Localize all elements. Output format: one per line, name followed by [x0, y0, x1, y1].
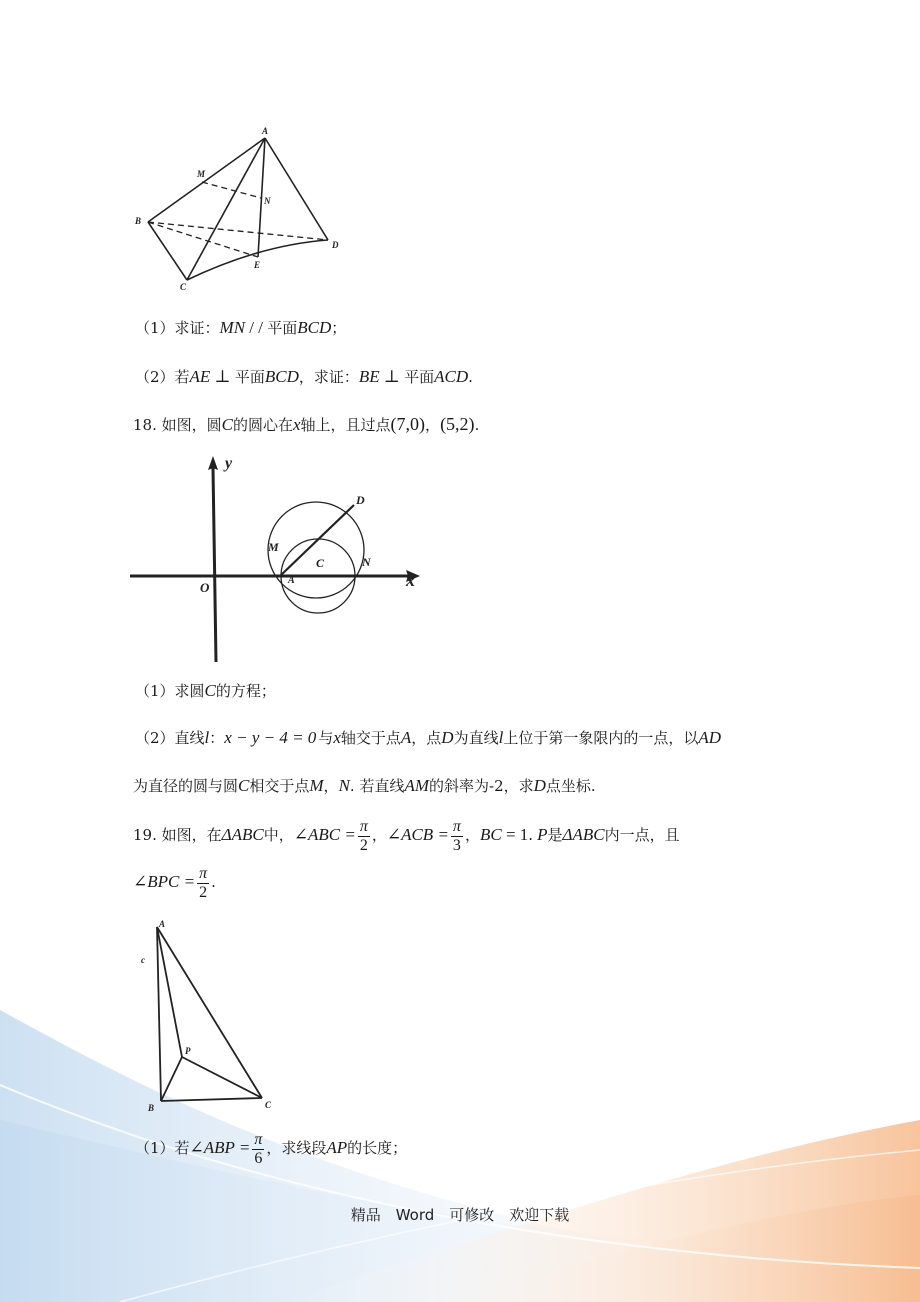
label-n: N: [264, 196, 271, 206]
label-d2: D: [356, 493, 365, 507]
math-x: x: [292, 415, 301, 434]
angle-bpc: ∠BPC =: [133, 872, 196, 891]
label-e: E: [254, 260, 261, 270]
q18-line2-text1: 为直径的圆与圆: [133, 777, 239, 795]
q19-part1-prefix: （1）若: [135, 1139, 190, 1157]
label-b3: B: [148, 1103, 155, 1113]
math-n: N: [338, 776, 350, 795]
math-ap: AP: [326, 1138, 348, 1157]
q18-stem: [133, 412, 860, 437]
frac2-num: π: [452, 817, 461, 835]
q18-part1: [135, 679, 860, 703]
q18-part2-line2: [133, 774, 860, 798]
q18-stem-end: .: [474, 416, 480, 434]
frac1-num: π: [359, 817, 368, 835]
math-bc: BC: [479, 825, 502, 844]
label-n2: N: [362, 555, 371, 569]
q19-stem-text1: 中，: [263, 826, 294, 844]
q17-part1-text: 平面: [267, 319, 298, 337]
math-m: M: [309, 776, 324, 795]
line-equation: x − y − 4 = 0: [224, 728, 317, 747]
math-d-2: D: [533, 776, 546, 795]
bc-value: = 1: [501, 825, 529, 844]
q18-line2-text5: 的斜率为-2，求: [429, 777, 534, 795]
q18-stem-text3: ，: [425, 416, 441, 434]
perp-symbol-2: ⊥: [379, 367, 405, 386]
math-mn: MN: [219, 318, 246, 337]
frac3-den: 2: [199, 883, 208, 901]
math-acd: ACD: [434, 367, 469, 386]
math-d: D: [441, 728, 454, 747]
frac2-den: 3: [452, 836, 461, 854]
q19-stem: [133, 815, 860, 855]
q18-line2-text3: ，: [323, 777, 339, 795]
frac3-num: π: [199, 864, 208, 882]
fraction-pi-over-2: [358, 818, 370, 855]
q18-part2-text4: ，点: [411, 729, 442, 747]
tetrahedron-figure: [130, 120, 350, 295]
frac4-den: 6: [254, 1149, 263, 1167]
math-c-3: C: [238, 776, 250, 795]
label-x: x: [406, 570, 415, 590]
math-a: A: [400, 728, 412, 747]
point-5-2: (5,2): [440, 414, 475, 434]
q17-part2-text2: ，求证：: [298, 368, 359, 386]
parallel-symbol: / /: [245, 318, 268, 337]
q19-stem-prefix: 19. 如图，在: [133, 826, 222, 844]
label-b: B: [135, 216, 142, 226]
math-l: l: [204, 728, 210, 747]
q19-stem-text6: 内一点，且: [604, 826, 680, 844]
q18-part2-text1: ：: [209, 729, 225, 747]
math-p: P: [537, 825, 548, 844]
frac4-num: π: [254, 1130, 263, 1148]
q17-part2-end: .: [468, 368, 473, 386]
label-p: P: [185, 1046, 191, 1056]
q19-line2-end: .: [211, 873, 216, 891]
q17-part1-prefix: （1）求证：: [135, 319, 220, 337]
q19-stem-text2: ，: [371, 826, 387, 844]
q19-stem-text5: 是: [547, 826, 563, 844]
fraction-pi-over-2-b: [197, 865, 209, 902]
math-bcd: BCD: [297, 318, 332, 337]
fraction-pi-over-6: [252, 1131, 264, 1168]
math-am: AM: [404, 776, 429, 795]
label-a3: A: [159, 919, 166, 929]
q17-part2-prefix: （2）若: [135, 368, 190, 386]
label-a2: A: [288, 575, 295, 586]
label-c-small: c: [141, 955, 145, 965]
q18-part2-line1: [135, 726, 860, 750]
q18-stem-text2: 轴上，且过点: [300, 416, 391, 434]
circles-figure: [130, 450, 430, 665]
q18-part1-prefix: （1）求圆: [135, 682, 205, 700]
math-ad: AD: [698, 728, 722, 747]
label-o: O: [200, 580, 210, 595]
math-ae: AE: [189, 367, 211, 386]
q19-part1: [135, 1128, 860, 1168]
q18-part1-text: 的方程；: [215, 682, 276, 700]
label-d: D: [332, 240, 339, 250]
q17-part2-text1: 平面: [234, 368, 265, 386]
q19-stem-text3: ，: [464, 826, 480, 844]
q17-part2: [135, 365, 860, 389]
math-x-2: x: [333, 728, 341, 747]
angle-acb: ∠ACB =: [386, 825, 449, 844]
label-c2: C: [316, 556, 325, 570]
q18-part2-prefix: （2）直线: [135, 729, 205, 747]
math-triangle-abc: ΔABC: [221, 825, 264, 844]
angle-abp: ∠ABP =: [189, 1138, 251, 1157]
q18-line2-text6: 点坐标.: [545, 777, 596, 795]
point-7-0: (7,0): [390, 414, 426, 434]
math-be: BE: [358, 367, 380, 386]
q19-part1-text2: 的长度；: [347, 1139, 408, 1157]
q18-stem-text1: 的圆心在: [232, 416, 293, 434]
q17-part1-end: ；: [331, 319, 347, 337]
fraction-pi-over-3: [451, 818, 463, 855]
math-l-2: l: [498, 728, 504, 747]
label-c: C: [180, 282, 187, 292]
q18-line2-text4: . 若直线: [349, 777, 405, 795]
q17-part1: [135, 316, 860, 340]
q18-part2-text3: 轴交于点: [340, 729, 401, 747]
angle-abc: ∠ABC =: [293, 825, 356, 844]
page-footer: 精品 Word 可修改 欢迎下载: [350, 1206, 570, 1224]
triangle-figure: [135, 915, 285, 1115]
q19-stem-text4: .: [528, 826, 534, 844]
math-bcd-2: BCD: [264, 367, 299, 386]
math-triangle-abc-2: ΔABC: [562, 825, 605, 844]
q18-part2-text6: 上位于第一象限内的一点，以: [503, 729, 699, 747]
q18-part2-text2: 与: [318, 729, 334, 747]
perp-symbol: ⊥: [210, 367, 235, 386]
q18-stem-prefix: 18. 如图，圆: [133, 416, 222, 434]
q19-stem-line2: [133, 862, 860, 902]
q18-line2-text2: 相交于点: [249, 777, 310, 795]
math-c-2: C: [204, 681, 216, 700]
frac1-den: 2: [359, 836, 368, 854]
label-m: M: [197, 169, 206, 179]
math-c: C: [221, 415, 233, 434]
label-c3: C: [265, 1100, 272, 1110]
label-a: A: [262, 126, 269, 136]
label-m2: M: [268, 540, 279, 554]
label-y: y: [225, 455, 233, 472]
q19-part1-text1: ，求线段: [266, 1139, 327, 1157]
q17-part2-text3: 平面: [404, 368, 435, 386]
q18-part2-text5: 为直线: [453, 729, 499, 747]
